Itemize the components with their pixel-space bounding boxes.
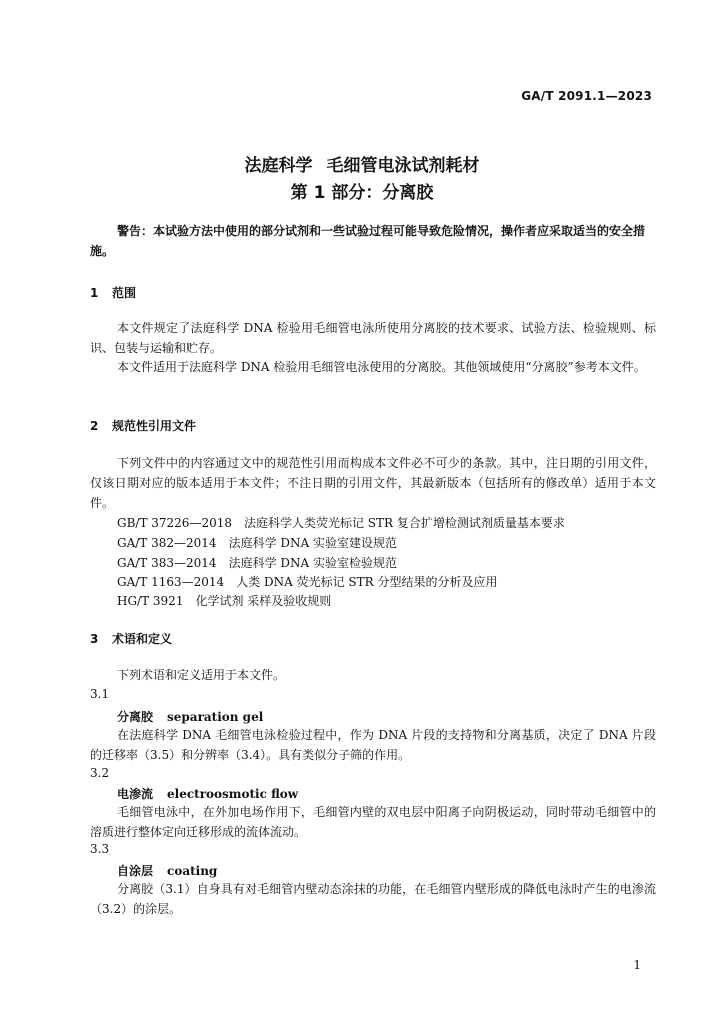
section-2-heading [90, 417, 196, 434]
section-1-heading [90, 284, 136, 301]
page-number: 1 [633, 958, 641, 972]
section-number: 2 [90, 419, 99, 433]
section-title: 规范性引用文件 [112, 419, 197, 433]
term-definition: 在法庭科学 DNA 毛细管电泳检验过程中，作为 DNA 片段的支持物和分离基质，决定了 DNA 片段的迁移率（3.5）和分辨率（3.4）。具有类似分子筛的作用。 [90, 728, 656, 762]
term-definition: 分离胶（3.1）自身具有对毛细管内壁动态涂抹的功能，在毛细管内壁形成的降低电泳时产生的电渗流（3.2）的涂层。 [90, 882, 656, 916]
reference-item [117, 513, 565, 533]
term-number: 3.2 [90, 766, 110, 780]
term-heading [117, 708, 263, 725]
term-number: 3.1 [90, 687, 110, 701]
term-heading [117, 785, 298, 802]
term-chinese: 自涂层 [117, 864, 154, 878]
document-title-line1 [0, 151, 724, 176]
reference-item [117, 572, 498, 592]
section-3-intro: 下列术语和定义适用于本文件。 [117, 668, 286, 682]
reference-title: 化学试剂 采样及验收规则 [195, 594, 332, 608]
term-chinese: 分离胶 [117, 710, 154, 724]
term-english: coating [167, 864, 218, 878]
section-title: 术语和定义 [112, 632, 173, 646]
reference-title: 法庭科学人类荧光标记 STR 复合扩增检测试剂质量基本要求 [243, 516, 565, 530]
reference-title: 法庭科学 DNA 实验室建设规范 [228, 536, 397, 550]
warning-notice: 警告：本试验方法中使用的部分试剂和一些试验过程可能导致危险情况，操作者应采取适当的安全措施。 [90, 224, 646, 258]
term-number: 3.3 [90, 842, 110, 856]
reference-item [117, 533, 397, 553]
section-1-paragraph-1: 本文件规定了法庭科学 DNA 检验用毛细管电泳所使用分离胶的技术要求、试验方法、检验规则、标识、包装与运输和贮存。 [90, 321, 656, 355]
reference-code: HG/T 3921 [117, 594, 184, 608]
reference-item [117, 591, 331, 611]
document-title-line2: 第 1 部分：分离胶 [290, 183, 434, 203]
term-english: electroosmotic flow [167, 787, 299, 801]
reference-title: 人类 DNA 荧光标记 STR 分型结果的分析及应用 [236, 575, 498, 589]
section-title: 范围 [112, 286, 137, 300]
term-english: separation gel [167, 710, 264, 724]
reference-code: GA/T 383—2014 [117, 556, 217, 570]
reference-code: GA/T 1163—2014 [117, 575, 225, 589]
section-number: 3 [90, 632, 99, 646]
term-heading [117, 862, 217, 879]
section-3-heading [90, 630, 172, 647]
section-1-paragraph-2: 本文件适用于法庭科学 DNA 检验用毛细管电泳使用的分离胶。其他领域使用“分离胶”参考本文件。 [117, 360, 646, 374]
term-chinese: 电渗流 [117, 787, 154, 801]
reference-item [117, 553, 397, 573]
title-field: 法庭科学 [244, 156, 313, 176]
standard-code: GA/T 2091.1—2023 [521, 89, 652, 103]
section-2-intro: 下列文件中的内容通过文中的规范性引用而构成本文件必不可少的条款。其中，注日期的引用文件，仅该日期对应的版本适用于本文件；不注日期的引用文件，其最新版本（包括所有的修改单）适用于本文件。 [90, 456, 656, 510]
section-number: 1 [90, 286, 99, 300]
title-subject: 毛细管电泳试剂耗材 [326, 156, 480, 176]
reference-title: 法庭科学 DNA 实验室检验规范 [228, 556, 397, 570]
reference-code: GB/T 37226—2018 [117, 516, 232, 530]
reference-code: GA/T 382—2014 [117, 536, 217, 550]
term-definition: 毛细管电泳中，在外加电场作用下，毛细管内壁的双电层中阳离子向阴极运动，同时带动毛细管中的溶质进行整体定向迁移形成的流体流动。 [90, 805, 656, 839]
